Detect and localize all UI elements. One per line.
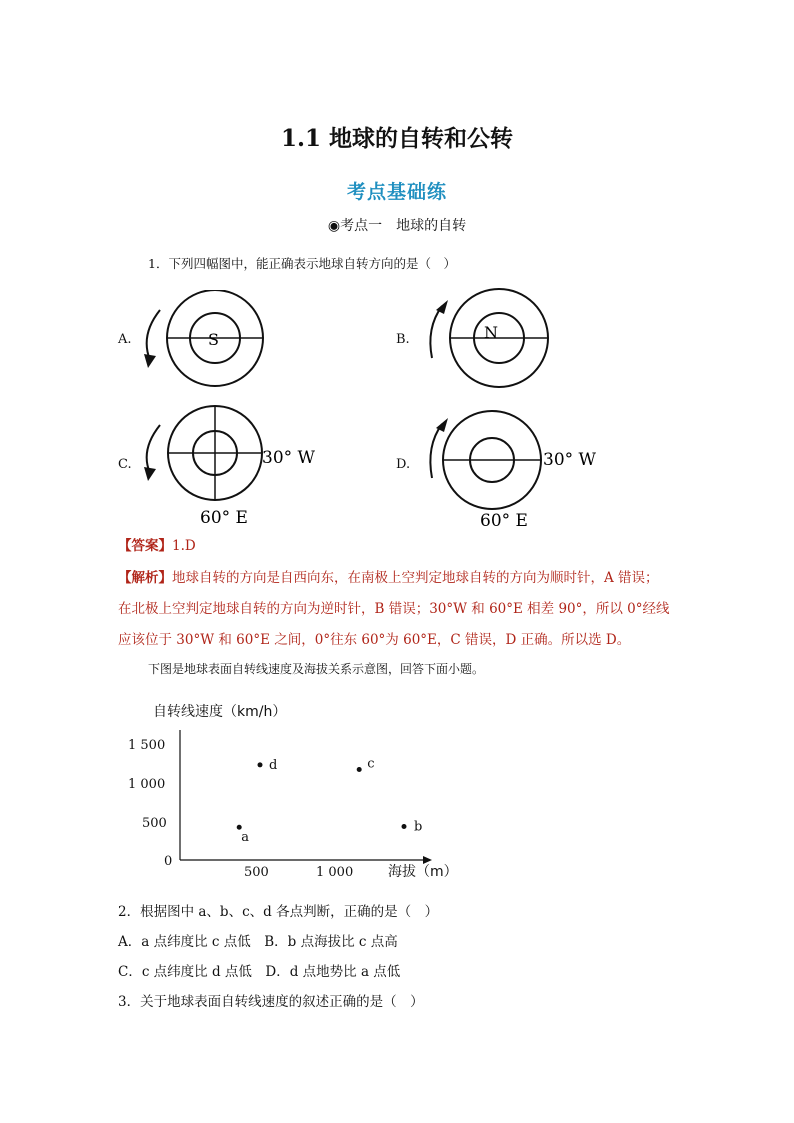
option-b-label: B. — [396, 332, 410, 347]
answer-line — [118, 534, 196, 554]
data-point-label-b: b — [414, 819, 423, 835]
question-3-stem: 3．关于地球表面自转线速度的叙述正确的是（ ） — [118, 994, 424, 1010]
data-point-label-d: d — [269, 757, 278, 773]
page-title: 1.1 地球的自转和公转 — [280, 125, 514, 152]
analysis-text-1: 地球自转的方向是自西向东，在南极上空判定地球自转的方向为顺时针，A 错误； — [172, 570, 659, 586]
rotation-arrow — [147, 425, 160, 473]
longitude-label-bottom: 60° E — [480, 511, 528, 531]
answer-text: 1.D — [172, 538, 196, 554]
option-d-label: D. — [396, 457, 411, 472]
x-tick-label: 1 000 — [316, 865, 354, 880]
data-point-label-c: c — [367, 756, 375, 772]
y-tick-label: 0 — [164, 854, 173, 869]
chart-y-label: 自转线速度（km/h） — [153, 704, 287, 720]
analysis-line-1 — [118, 566, 698, 586]
data-point-b — [402, 824, 407, 829]
data-point-a — [237, 825, 242, 830]
data-point-d — [258, 762, 263, 767]
chart-intro: 下图是地球表面自转线速度及海拔关系示意图，回答下面小题。 — [148, 662, 485, 676]
longitude-label-bottom: 60° E — [200, 508, 248, 528]
option-c-diagram — [140, 405, 330, 530]
pole-label: S — [208, 330, 219, 349]
data-points — [237, 757, 423, 846]
arrow-head — [144, 354, 156, 368]
y-tick-label: 1 000 — [128, 777, 166, 792]
arrow-head — [144, 467, 156, 481]
data-point-c — [357, 767, 362, 772]
x-axis-arrow — [423, 856, 432, 864]
option-d-diagram — [420, 408, 610, 533]
answer-tag: 【答案】 — [118, 538, 172, 554]
rotation-arrow — [147, 310, 160, 360]
option-b-diagram — [420, 288, 555, 393]
analysis-line-2: 在北极上空判定地球自转的方向为逆时针，B 错误；30°W 和 60°E 相差 90°，所以 0°经线 — [118, 601, 670, 617]
analysis-tag: 【解析】 — [118, 570, 172, 586]
analysis-line-3: 应该位于 30°W 和 60°E 之间，0°往东 60°为 60°E，C 错误，D 正确。所以选 D。 — [118, 632, 631, 648]
y-tick-label: 500 — [142, 816, 167, 831]
pole-label: N — [484, 323, 498, 342]
question-1-stem: 1．下列四幅图中，能正确表示地球自转方向的是（ ） — [148, 256, 456, 271]
question-2-options-cd: C．c 点纬度比 d 点低 D．d 点地势比 a 点低 — [118, 964, 401, 980]
option-c-label: C. — [118, 457, 132, 472]
topic-heading: ◉考点一 地球的自转 — [327, 218, 467, 234]
section-subtitle: 考点基础练 — [346, 181, 447, 203]
longitude-label-right: 30° W — [543, 450, 597, 470]
question-2-stem: 2．根据图中 a、b、c、d 各点判断，正确的是（ ） — [118, 904, 439, 920]
longitude-label-right: 30° W — [262, 448, 316, 468]
speed-altitude-chart — [118, 690, 478, 890]
question-2-options-ab: A．a 点纬度比 c 点低 B．b 点海拔比 c 点高 — [118, 934, 398, 950]
rotation-arrow — [430, 424, 442, 478]
option-a-diagram — [140, 290, 275, 395]
x-tick-label: 500 — [244, 865, 269, 880]
option-a-label: A. — [118, 332, 132, 347]
rotation-arrow — [430, 306, 442, 358]
y-tick-label: 1 500 — [128, 738, 166, 753]
chart-x-label: 海拔（m） — [388, 864, 458, 880]
data-point-label-a: a — [241, 830, 249, 846]
